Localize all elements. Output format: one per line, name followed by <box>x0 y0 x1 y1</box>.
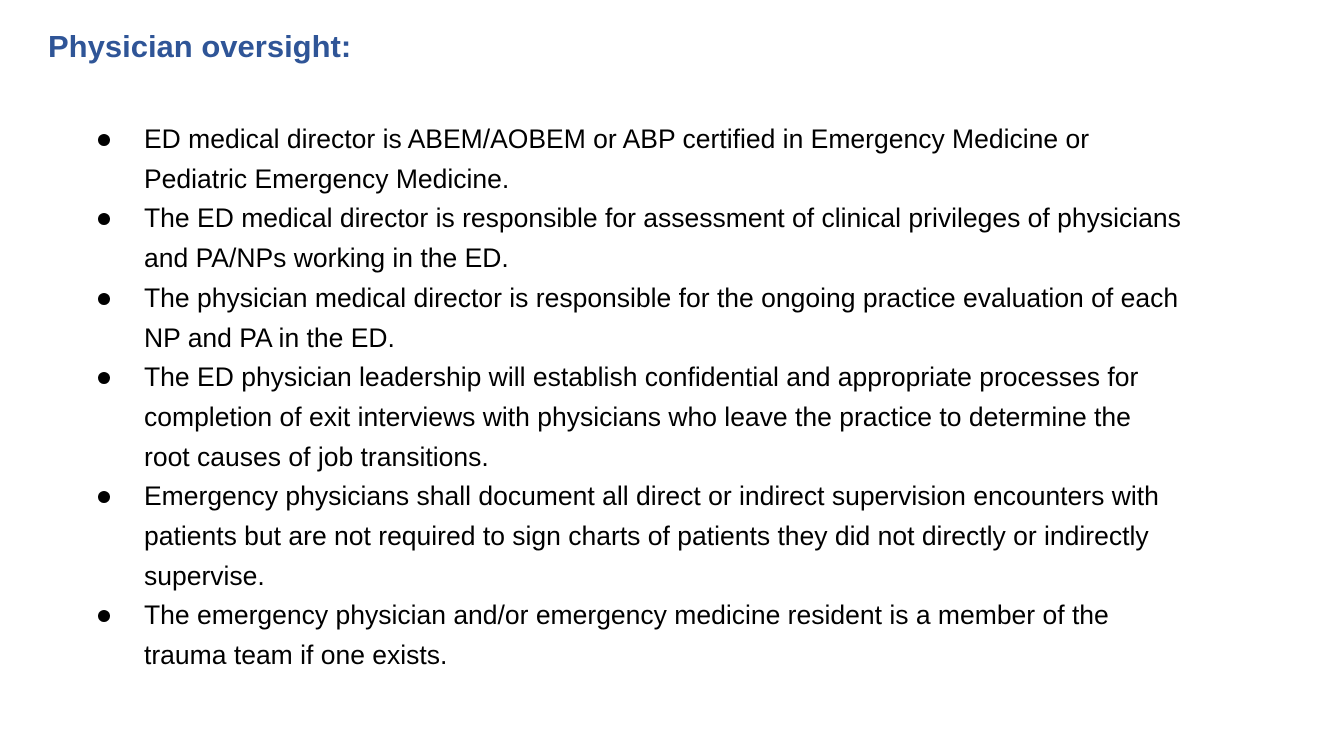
bullet-point-icon <box>98 134 110 146</box>
bullet-item <box>0 477 1344 596</box>
bullet-text-line: trauma team if one exists. <box>144 640 448 671</box>
bullet-item <box>0 120 1344 199</box>
bullet-text-line: NP and PA in the ED. <box>144 322 395 353</box>
bullet-text-line: root causes of job transitions. <box>144 441 489 472</box>
bullet-item <box>0 279 1344 358</box>
bullet-point-icon <box>98 610 110 622</box>
bullet-text-line: and PA/NPs working in the ED. <box>144 243 509 274</box>
bullet-text-line: ED medical director is ABEM/AOBEM or ABP certified in Emergency Medicine or <box>144 124 1090 154</box>
bullet-text-line: supervise. <box>144 560 265 591</box>
bullet-text-line: patients but are not required to sign charts of patients they did not directly or indirectly <box>144 521 1149 552</box>
bullet-text-line: Emergency physicians shall document all direct or indirect supervision encounters with <box>144 481 1159 512</box>
bullet-text-line: completion of exit interviews with physicians who leave the practice to determine the <box>144 401 1131 432</box>
bullet-item <box>0 199 1344 278</box>
oversight-bullet-list <box>0 120 1344 676</box>
bullet-point-icon <box>98 293 110 305</box>
bullet-text-line: The emergency physician and/or emergency medicine resident is a member of the <box>144 600 1109 631</box>
bullet-item <box>0 358 1344 477</box>
bullet-point-icon <box>98 372 110 384</box>
bullet-point-icon <box>98 213 110 225</box>
section-heading: Physician oversight: <box>48 29 352 64</box>
bullet-text-line: The ED medical director is responsible for assessment of clinical privileges of physicians <box>144 203 1181 234</box>
bullet-text-line: Pediatric Emergency Medicine. <box>144 163 510 194</box>
bullet-point-icon <box>98 491 110 503</box>
bullet-item <box>0 596 1344 675</box>
bullet-text-line: The ED physician leadership will establish confidential and appropriate processes for <box>144 362 1139 393</box>
bullet-text-line: The physician medical director is responsible for the ongoing practice evaluation of each <box>144 282 1179 313</box>
